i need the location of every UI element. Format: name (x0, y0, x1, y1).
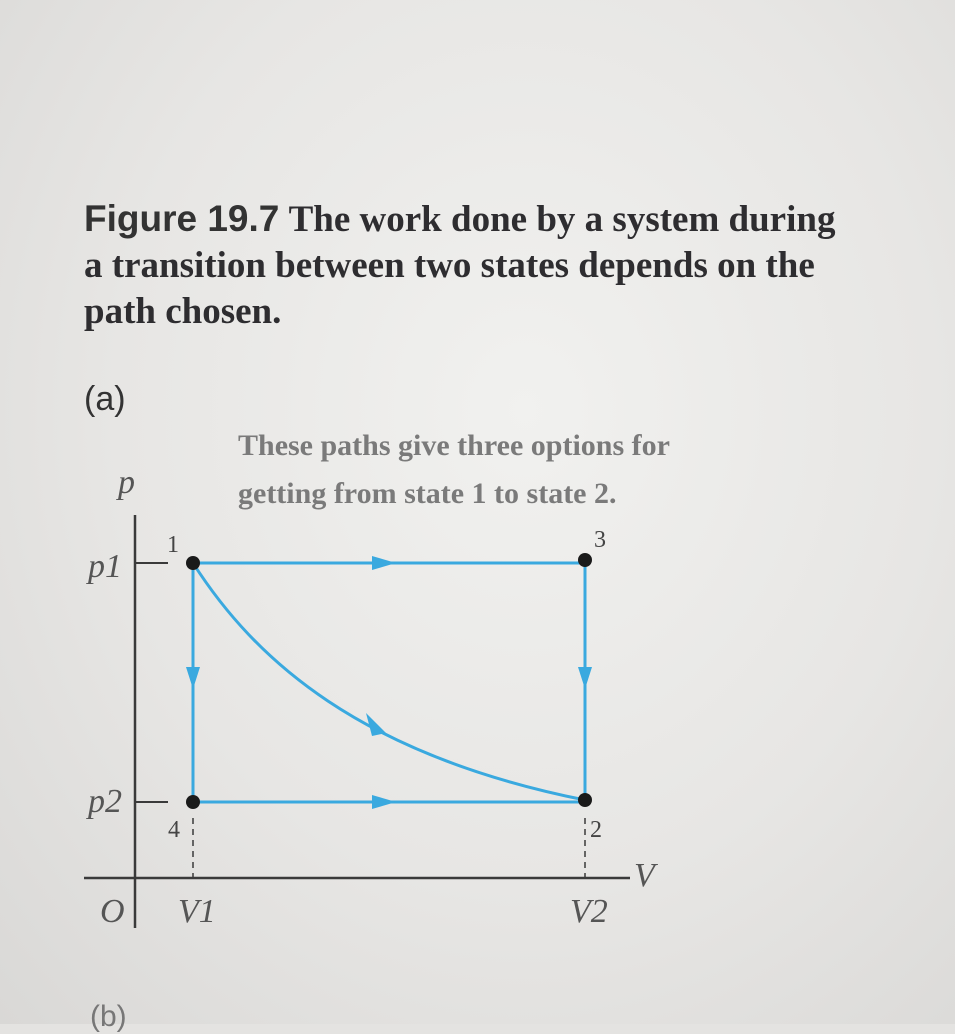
arrow-curve-icon (366, 713, 386, 736)
v-axis-label: V (634, 857, 655, 894)
state-3-label: 3 (594, 527, 606, 553)
state-4-point (186, 795, 200, 809)
arrow-right-top-icon (372, 556, 396, 570)
part-a-label: (a) (84, 380, 126, 418)
state-2-point (578, 793, 592, 807)
arrow-down-right-icon (578, 667, 592, 689)
p2-label: p2 (88, 783, 122, 820)
p1-label: p1 (88, 548, 122, 585)
v2-label: V2 (570, 893, 608, 930)
annotation-line-1: These paths give three options for (238, 429, 670, 462)
annotation-line-2: getting from state 1 to state 2. (238, 477, 617, 510)
part-b-label: (b) (90, 1000, 127, 1033)
origin-label: O (100, 893, 125, 930)
p-axis-label: p (118, 464, 135, 501)
arrow-down-left-icon (186, 667, 200, 689)
figure-caption-text: The work done by a system during a transition between two states depends on the path chosen. (84, 199, 836, 332)
state-3-point (578, 553, 592, 567)
curved-path-1-to-2 (193, 563, 585, 800)
state-1-label: 1 (167, 532, 179, 558)
figure-number: Figure 19.7 (84, 198, 280, 239)
state-2-label: 2 (590, 817, 602, 843)
arrow-right-bottom-icon (372, 795, 396, 809)
v1-label: V1 (178, 893, 216, 930)
state-1-point (186, 556, 200, 570)
state-4-label: 4 (168, 817, 180, 843)
